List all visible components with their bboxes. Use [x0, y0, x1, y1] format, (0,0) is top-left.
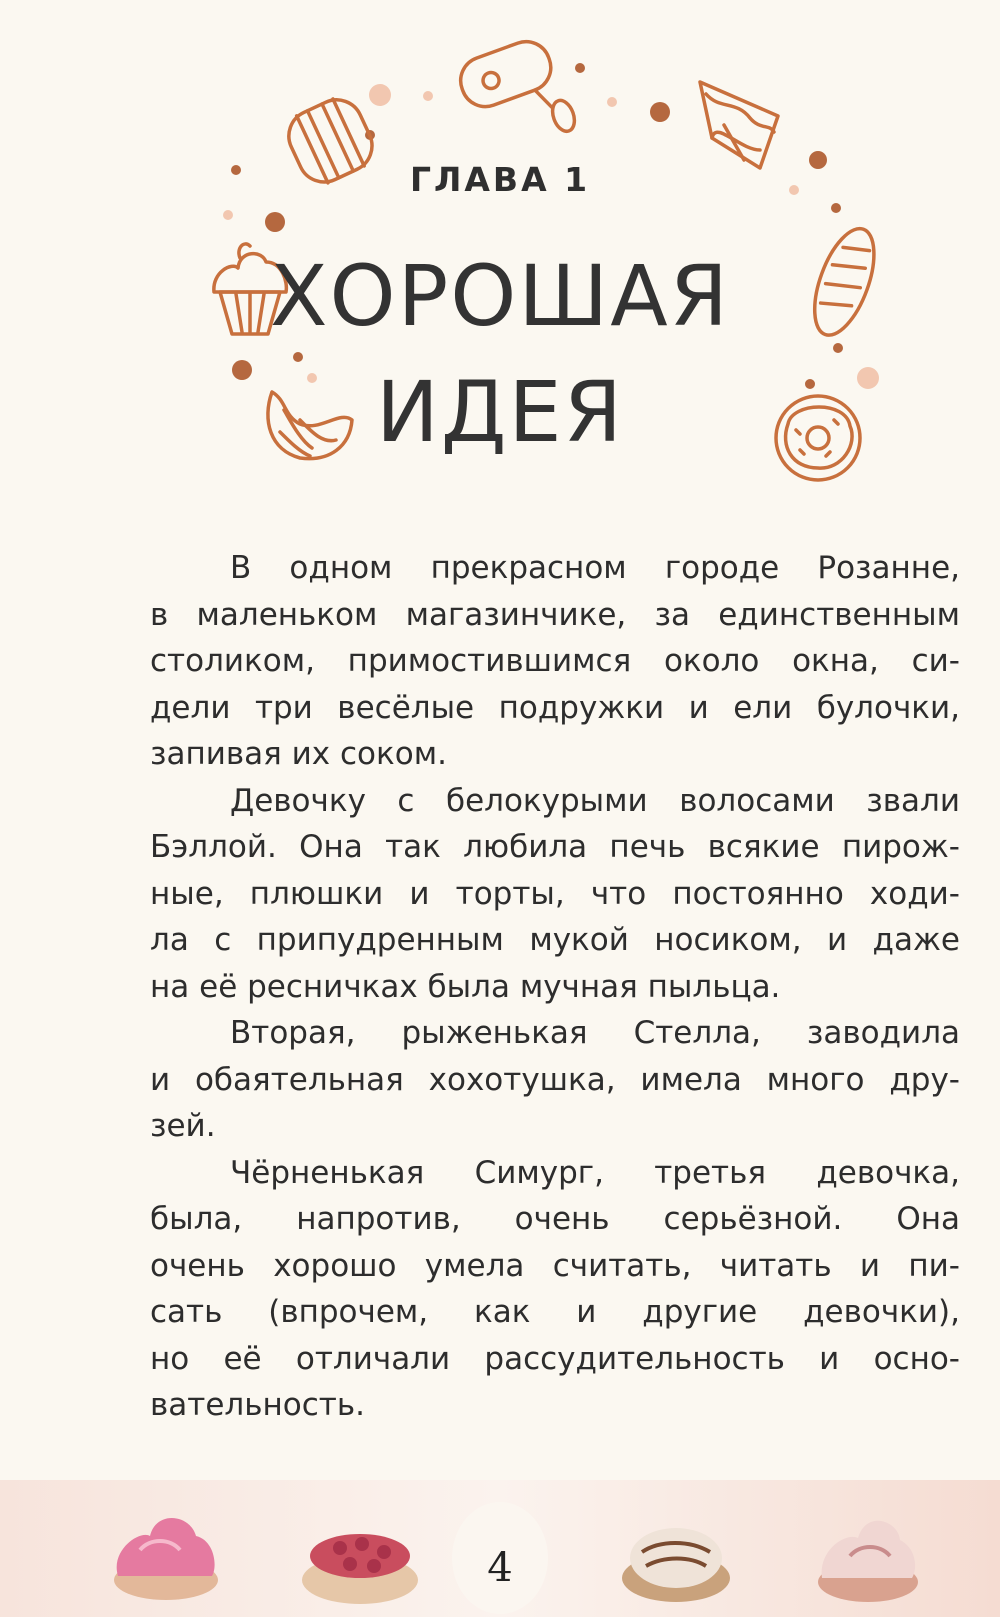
page-number: 4 [487, 1545, 513, 1591]
text-line: ные, плюшки и торты, что постоянно ходи- [150, 875, 960, 912]
text-line: дели три весёлые подружки и ели булочки, [150, 689, 960, 726]
text-line: Чёрненькая Симург, третья девочка, [230, 1154, 960, 1191]
text-line: Вторая, рыженькая Стелла, заводила [230, 1015, 960, 1051]
chapter-text [150, 545, 960, 1429]
chapter-title [0, 238, 1000, 470]
chapter-number: ГЛАВА 1 [409, 160, 591, 199]
text-line: Бэллой. Она так любила печь всякие пирож- [150, 829, 960, 865]
cake-slice-icon [700, 82, 778, 168]
text-line: в маленьком магазинчике, за единственным [150, 596, 960, 633]
text-line: сать (впрочем, как и другие девочки), [150, 1294, 960, 1330]
text-line: зей. [150, 1108, 216, 1144]
text-line: ла с припудренным мукой носиком, и даже [150, 922, 960, 958]
text-line: была, напротив, очень серьёзной. Она [150, 1201, 960, 1237]
text-line: очень хорошо умела считать, читать и пи- [150, 1247, 960, 1284]
text-line: и обаятельная хохотушка, имела много дру- [150, 1061, 960, 1098]
paragraph [150, 545, 960, 778]
text-line: но её отличали рассудительность и осно- [150, 1340, 960, 1377]
chapter-title-line-2: ИДЕЯ [376, 363, 624, 461]
text-line: вательность. [150, 1387, 365, 1423]
paragraph [150, 1150, 960, 1429]
paragraph [150, 778, 960, 1011]
text-line: столиком, примостившимся около окна, си- [150, 643, 960, 679]
text-line: В одном прекрасном городе Розанне, [230, 550, 960, 586]
paragraph [150, 1010, 960, 1150]
chapter-title-line-1: ХОРОШАЯ [269, 247, 731, 345]
berry-tart-icon [302, 1534, 418, 1604]
mixer-icon [454, 34, 578, 161]
text-line: запивая их соком. [150, 736, 447, 772]
text-line: Девочку с белокурыми волосами звали [230, 782, 960, 819]
text-line: на её ресничках была мучная пыльца. [150, 968, 781, 1005]
